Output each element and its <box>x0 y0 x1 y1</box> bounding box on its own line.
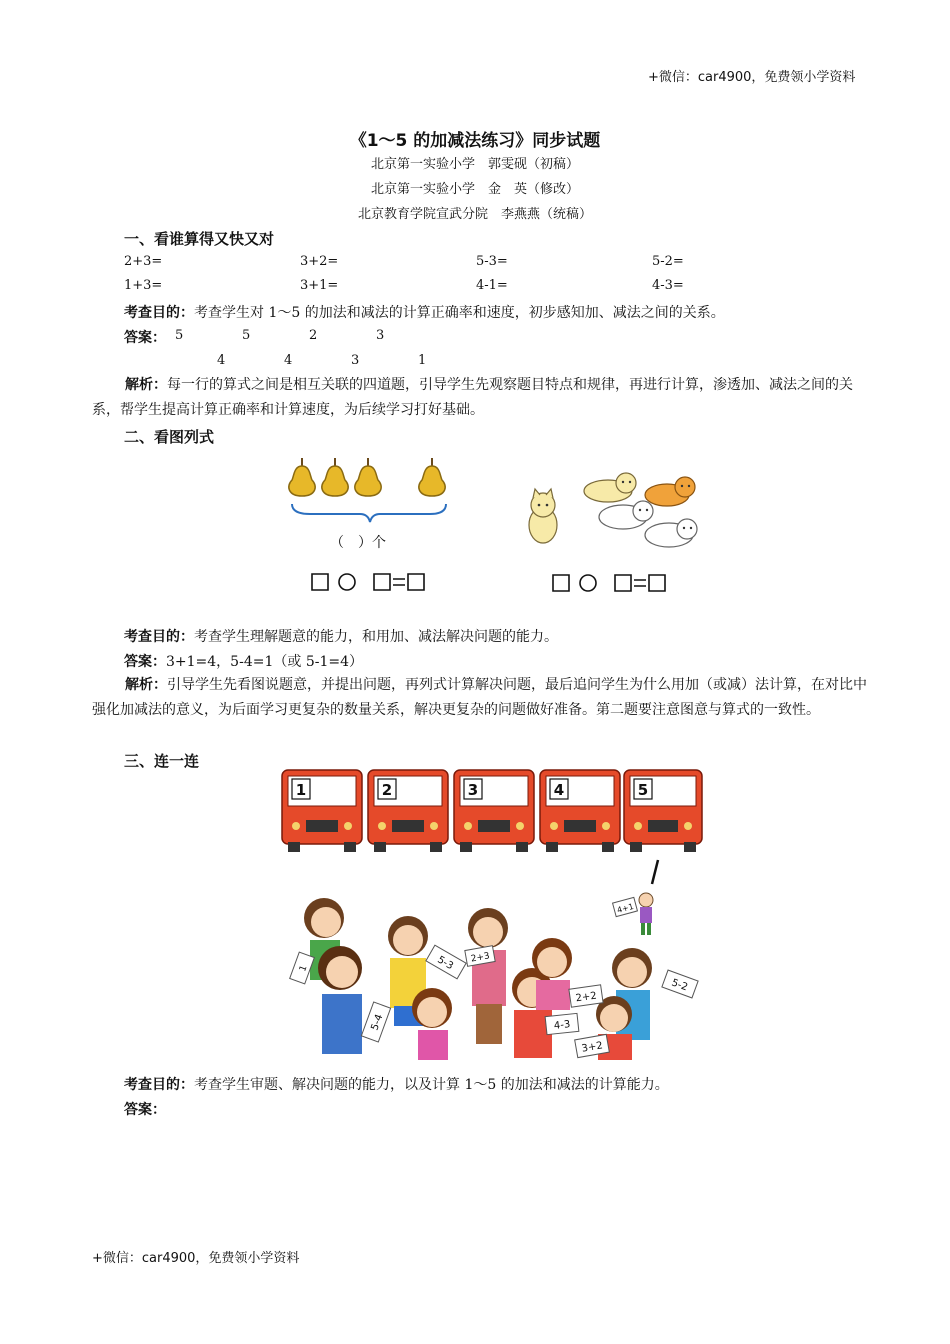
number-card <box>426 945 466 979</box>
equation-2-2: 3+1= <box>300 278 339 293</box>
equation-circle-icon <box>339 574 355 590</box>
section2-purpose <box>124 626 558 646</box>
bus-number: 2 <box>381 781 393 799</box>
answer-2-2: 4 <box>284 353 293 368</box>
purpose-label: 考查目的： <box>124 305 194 321</box>
section2-heading: 二、看图列式 <box>124 428 215 446</box>
equation-box-icon <box>312 574 424 590</box>
section1-purpose <box>124 302 725 322</box>
answer-1-3: 2 <box>309 328 318 343</box>
card-text: 2+3 <box>470 951 491 965</box>
pear-icon <box>419 458 445 496</box>
card-text: 5-4 <box>369 1012 386 1033</box>
section3-purpose <box>124 1074 669 1094</box>
section1-analysis <box>92 373 867 423</box>
bus-icon <box>282 770 362 852</box>
equation-1-4: 5-2= <box>652 254 684 269</box>
purpose-label: 考查目的： <box>124 1077 194 1093</box>
cat-icon <box>584 473 636 502</box>
buses-and-children-figure <box>280 768 705 1060</box>
bus-icon <box>540 770 620 852</box>
equation-circle-icon <box>580 575 596 591</box>
bus-number: 4 <box>553 781 565 799</box>
author-line-3: 北京教育学院宣武分院 李燕燕（统稿） <box>357 207 592 222</box>
bus-icon <box>368 770 448 852</box>
answer-1-4: 3 <box>376 328 385 343</box>
number-card <box>545 1013 579 1034</box>
card-text: 1 <box>298 964 310 974</box>
purpose-text: 考查学生审题、解决问题的能力，以及计算 1～5 的加法和减法的计算能力。 <box>194 1077 669 1093</box>
brace-icon <box>292 504 446 522</box>
bus-number: 5 <box>637 781 649 799</box>
number-card <box>361 1002 390 1042</box>
answer-label: 答案： <box>124 654 166 670</box>
bus-number: 3 <box>467 781 479 799</box>
watermark-bottom: +微信：car4900，免费领小学资料 <box>92 1251 300 1266</box>
answer-2-3: 3 <box>351 353 360 368</box>
analysis-text: 每一行的算式之间是相互关联的四道题，引导学生先观察题目特点和规律，再进行计算，渗透加、减法之间的关系，帮学生提高计算正确率和计算速度，为后续学习打好基础。 <box>92 377 853 418</box>
analysis-label: 解析： <box>125 677 167 693</box>
watermark-top: +微信：car4900，免费领小学资料 <box>648 70 856 85</box>
answer-2-1: 4 <box>217 353 226 368</box>
number-card <box>569 985 603 1007</box>
equation-2-3: 4-1= <box>476 278 508 293</box>
cat-icon <box>645 477 695 506</box>
card-text: 4+1 <box>616 901 635 915</box>
equation-1-3: 5-3= <box>476 254 508 269</box>
pears-figure <box>280 452 460 602</box>
section1-heading: 一、看谁算得又快又对 <box>124 230 275 248</box>
connector-line <box>652 860 658 884</box>
cats-figure <box>515 465 705 600</box>
purpose-label: 考查目的： <box>124 629 194 645</box>
section2-answer <box>124 651 363 671</box>
answer-label: 答案： <box>124 330 166 346</box>
equation-1-1: 2+3= <box>124 254 163 269</box>
purpose-text: 考查学生对 1～5 的加法和减法的计算正确率和速度，初步感知加、减法之间的关系。 <box>194 305 725 321</box>
card-text: 5-2 <box>669 977 690 994</box>
cat-icon <box>599 501 653 529</box>
child-icon <box>468 908 508 1044</box>
equation-box-icon <box>553 575 665 591</box>
card-text: 3+2 <box>580 1040 604 1055</box>
answer-1-1: 5 <box>175 328 184 343</box>
equation-1-2: 3+2= <box>300 254 339 269</box>
pear-icon <box>289 458 315 496</box>
bus-number: 1 <box>295 781 307 799</box>
page-title: 《1～5 的加减法练习》同步试题 <box>349 131 601 151</box>
answer-2-4: 1 <box>418 353 427 368</box>
child-icon <box>613 893 653 935</box>
answer-1-2: 5 <box>242 328 251 343</box>
brace-label: （ ）个 <box>330 535 386 551</box>
bus-icon <box>454 770 534 852</box>
card-text: 4-3 <box>553 1019 571 1032</box>
section2-analysis <box>92 673 867 723</box>
bus-icon <box>624 770 702 852</box>
equals-icon <box>393 579 405 585</box>
card-text: 5-3 <box>435 954 456 973</box>
pear-icon <box>322 458 348 496</box>
cat-icon <box>645 519 697 547</box>
section3-answer <box>124 1099 166 1119</box>
card-text: 2+2 <box>574 990 598 1005</box>
equation-2-1: 1+3= <box>124 278 163 293</box>
number-card <box>662 970 698 998</box>
section1-answer <box>124 327 166 347</box>
analysis-label: 解析： <box>125 377 167 393</box>
child-icon <box>318 946 362 1054</box>
answer-label: 答案： <box>124 1102 166 1118</box>
purpose-text: 考查学生理解题意的能力，和用加、减法解决问题的能力。 <box>194 629 558 645</box>
equation-2-4: 4-3= <box>652 278 684 293</box>
cat-icon <box>529 489 557 543</box>
author-line-1: 北京第一实验小学 郭雯砚（初稿） <box>370 157 579 172</box>
answer-text: 3+1=4，5-4=1（或 5-1=4） <box>166 654 363 670</box>
pear-icon <box>355 458 381 496</box>
author-line-2: 北京第一实验小学 金 英（修改） <box>370 182 579 197</box>
equals-icon <box>634 580 646 586</box>
analysis-text: 引导学生先看图说题意，并提出问题，再列式计算解决问题，最后追问学生为什么用加（或减）法计算，在对比中强化加减法的意义，为后面学习更复杂的数量关系，解决更复杂的问题做好准备。第二题要注意图意与算式的一致性。 <box>92 677 867 718</box>
section3-heading: 三、连一连 <box>124 752 200 770</box>
